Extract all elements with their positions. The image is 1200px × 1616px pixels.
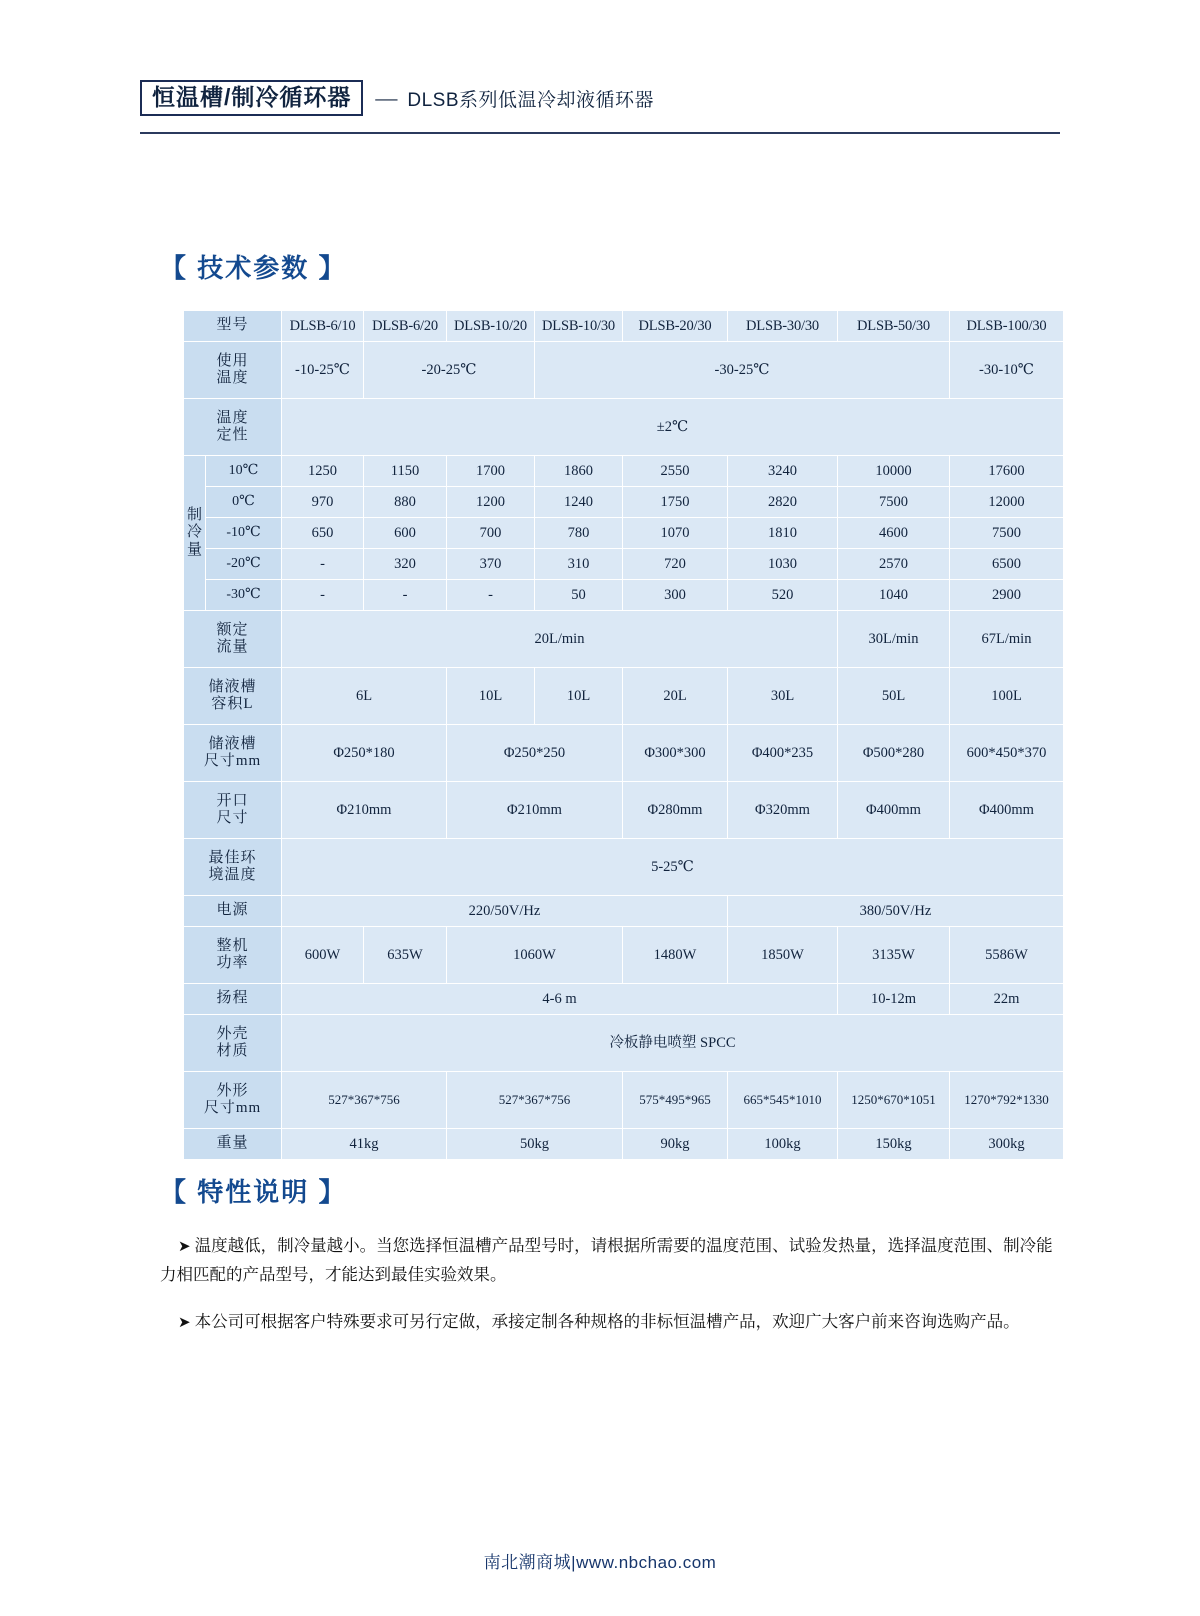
tank-volume-2: 10L — [535, 668, 623, 725]
row-label-stability-line1: 温度 — [216, 409, 249, 426]
arrow-icon: ➤ — [178, 1239, 191, 1255]
opening-0: Φ210mm — [282, 782, 447, 839]
head-2: 22m — [950, 984, 1064, 1015]
cooling-0-2: 1700 — [447, 456, 535, 487]
table-row-opening-size — [184, 782, 1064, 839]
tank-volume-1: 10L — [447, 668, 535, 725]
page-footer: 南北潮商城|www.nbchao.com — [483, 1553, 717, 1572]
cooling-4-7: 2900 — [950, 580, 1064, 611]
cooling-2-5: 1810 — [728, 518, 838, 549]
cooling-2-1: 600 — [364, 518, 447, 549]
table-row-flow — [184, 611, 1064, 668]
dimension-1: 527*367*756 — [447, 1072, 623, 1129]
model-cell-7: DLSB-100/30 — [950, 311, 1064, 342]
row-label-tank-size — [184, 725, 282, 782]
flow-1: 30L/min — [838, 611, 950, 668]
dimension-4: 1250*670*1051 — [838, 1072, 950, 1129]
row-label-ambient — [184, 839, 282, 896]
opening-3: Φ320mm — [728, 782, 838, 839]
row-label-machine-power — [184, 927, 282, 984]
opening-5: Φ400mm — [950, 782, 1064, 839]
row-label-use-temp-line2: 温度 — [216, 370, 249, 386]
row-label-ambient-line2: 境温度 — [208, 867, 257, 883]
cooling-3-5: 1030 — [728, 549, 838, 580]
weight-1: 50kg — [447, 1129, 623, 1160]
feature-item-2-text: 本公司可根据客户特殊要求可另行定做，承接定制各种规格的非标恒温槽产品，欢迎广大客户前来咨询选购产品。 — [194, 1311, 1020, 1331]
cooling-2-7: 7500 — [950, 518, 1064, 549]
ambient-value: 5-25℃ — [282, 839, 1064, 896]
row-label-flow-line2: 流量 — [216, 639, 249, 655]
dimension-0: 527*367*756 — [282, 1072, 447, 1129]
weight-0: 41kg — [282, 1129, 447, 1160]
feature-list — [160, 1232, 1065, 1355]
row-label-opening-size-line2: 尺寸 — [216, 810, 249, 826]
cooling-3-4: 720 — [623, 549, 728, 580]
cooling-4-5: 520 — [728, 580, 838, 611]
machine-power-4: 1850W — [728, 927, 838, 984]
row-label-model: 型号 — [184, 311, 282, 342]
tank-size-2: Φ300*300 — [623, 725, 728, 782]
machine-power-1: 635W — [364, 927, 447, 984]
cooling-0-7: 17600 — [950, 456, 1064, 487]
row-label-use-temp-line1: 使用 — [216, 352, 249, 369]
weight-5: 300kg — [950, 1129, 1064, 1160]
section-title-technical: 【 技术参数 】 — [160, 253, 347, 283]
table-row-cooling-10 — [184, 456, 1064, 487]
feature-item-1-text: 温度越低，制冷量越小。当您选择恒温槽产品型号时，请根据所需要的温度范围、试验发热量，选择温度范围、制冷能力相匹配的产品型号，才能达到最佳实验效果。 — [160, 1236, 1053, 1284]
table-row-stability — [184, 399, 1064, 456]
weight-4: 150kg — [838, 1129, 950, 1160]
tank-volume-3: 20L — [623, 668, 728, 725]
machine-power-5: 3135W — [838, 927, 950, 984]
power-supply-1: 380/50V/Hz — [728, 896, 1064, 927]
cooling-1-3: 1240 — [535, 487, 623, 518]
dimension-3: 665*545*1010 — [728, 1072, 838, 1129]
row-label-shell-line1: 外壳 — [216, 1025, 249, 1042]
row-label-tank-size-line2: 尺寸mm — [203, 753, 262, 769]
machine-power-2: 1060W — [447, 927, 623, 984]
tank-size-4: Φ500*280 — [838, 725, 950, 782]
tank-volume-0: 6L — [282, 668, 447, 725]
head-0: 4-6 m — [282, 984, 838, 1015]
cooling-temp-0: 10℃ — [206, 456, 282, 487]
cooling-0-4: 2550 — [623, 456, 728, 487]
opening-2: Φ280mm — [623, 782, 728, 839]
cooling-4-0: - — [282, 580, 364, 611]
table-row-head — [184, 984, 1064, 1015]
flow-0: 20L/min — [282, 611, 838, 668]
row-label-head: 扬程 — [184, 984, 282, 1015]
cooling-1-7: 12000 — [950, 487, 1064, 518]
shell-value: 冷板静电喷塑 SPCC — [282, 1015, 1064, 1072]
cooling-3-0: - — [282, 549, 364, 580]
table-row-cooling-m30 — [184, 580, 1064, 611]
machine-power-3: 1480W — [623, 927, 728, 984]
row-label-cooling-capacity — [184, 456, 206, 611]
cooling-4-2: - — [447, 580, 535, 611]
row-label-ambient-line1: 最佳环 — [208, 849, 257, 866]
cooling-2-3: 780 — [535, 518, 623, 549]
cooling-1-0: 970 — [282, 487, 364, 518]
table-row-cooling-0 — [184, 487, 1064, 518]
row-label-machine-power-line1: 整机 — [216, 937, 249, 954]
model-cell-5: DLSB-30/30 — [728, 311, 838, 342]
cooling-temp-3: -20℃ — [206, 549, 282, 580]
table-row-tank-size — [184, 725, 1064, 782]
cooling-3-1: 320 — [364, 549, 447, 580]
power-supply-0: 220/50V/Hz — [282, 896, 728, 927]
opening-1: Φ210mm — [447, 782, 623, 839]
cooling-4-4: 300 — [623, 580, 728, 611]
header-dash: — — [375, 85, 398, 111]
cooling-2-6: 4600 — [838, 518, 950, 549]
cooling-1-5: 2820 — [728, 487, 838, 518]
stability-value: ±2℃ — [282, 399, 1064, 456]
cooling-0-3: 1860 — [535, 456, 623, 487]
row-label-dimension-line1: 外形 — [216, 1082, 249, 1099]
row-label-opening-size — [184, 782, 282, 839]
cooling-3-6: 2570 — [838, 549, 950, 580]
model-cell-1: DLSB-6/20 — [364, 311, 447, 342]
table-row-power-supply — [184, 896, 1064, 927]
row-label-stability-line2: 定性 — [216, 427, 249, 443]
machine-power-0: 600W — [282, 927, 364, 984]
row-label-tank-volume — [184, 668, 282, 725]
row-label-tank-size-line1: 储液槽 — [208, 735, 257, 752]
tank-size-3: Φ400*235 — [728, 725, 838, 782]
cooling-3-3: 310 — [535, 549, 623, 580]
row-label-use-temp — [184, 342, 282, 399]
spec-table-container — [183, 310, 1063, 1160]
use-temp-2: -30-25℃ — [535, 342, 950, 399]
table-row-use-temp — [184, 342, 1064, 399]
row-label-tank-volume-line2: 容积L — [211, 696, 254, 712]
table-row-shell — [184, 1015, 1064, 1072]
feature-item-1 — [160, 1232, 1065, 1290]
row-label-power-supply: 电源 — [184, 896, 282, 927]
table-row-cooling-m20 — [184, 549, 1064, 580]
table-row-machine-power — [184, 927, 1064, 984]
machine-power-6: 5586W — [950, 927, 1064, 984]
table-row-tank-volume — [184, 668, 1064, 725]
cooling-3-2: 370 — [447, 549, 535, 580]
cooling-1-1: 880 — [364, 487, 447, 518]
cooling-0-5: 3240 — [728, 456, 838, 487]
cooling-char-1: 冷 — [186, 524, 202, 541]
tank-volume-4: 30L — [728, 668, 838, 725]
cooling-char-0: 制 — [186, 507, 202, 524]
row-label-stability — [184, 399, 282, 456]
table-row-cooling-m10 — [184, 518, 1064, 549]
cooling-temp-4: -30℃ — [206, 580, 282, 611]
row-label-dimension-line2: 尺寸mm — [203, 1100, 262, 1116]
table-row-model — [184, 311, 1064, 342]
table-row-weight — [184, 1129, 1064, 1160]
tank-volume-6: 100L — [950, 668, 1064, 725]
row-label-dimension — [184, 1072, 282, 1129]
model-cell-2: DLSB-10/20 — [447, 311, 535, 342]
cooling-3-7: 6500 — [950, 549, 1064, 580]
row-label-weight: 重量 — [184, 1129, 282, 1160]
cooling-0-1: 1150 — [364, 456, 447, 487]
table-row-ambient — [184, 839, 1064, 896]
row-label-tank-volume-line1: 储液槽 — [208, 678, 257, 695]
cooling-4-6: 1040 — [838, 580, 950, 611]
arrow-icon: ➤ — [178, 1314, 191, 1331]
row-label-flow — [184, 611, 282, 668]
row-label-machine-power-line2: 功率 — [216, 955, 249, 971]
model-cell-4: DLSB-20/30 — [623, 311, 728, 342]
cooling-4-1: - — [364, 580, 447, 611]
model-cell-0: DLSB-6/10 — [282, 311, 364, 342]
flow-2: 67L/min — [950, 611, 1064, 668]
row-label-flow-line1: 额定 — [216, 621, 249, 638]
use-temp-1: -20-25℃ — [364, 342, 535, 399]
cooling-2-4: 1070 — [623, 518, 728, 549]
tank-size-5: 600*450*370 — [950, 725, 1064, 782]
row-label-shell — [184, 1015, 282, 1072]
tank-size-0: Φ250*180 — [282, 725, 447, 782]
cooling-1-4: 1750 — [623, 487, 728, 518]
row-label-opening-size-line1: 开口 — [216, 792, 249, 809]
row-label-shell-line2: 材质 — [216, 1043, 249, 1059]
dimension-5: 1270*792*1330 — [950, 1072, 1064, 1129]
cooling-2-0: 650 — [282, 518, 364, 549]
model-cell-3: DLSB-10/30 — [535, 311, 623, 342]
header-title-box: 恒温槽/制冷循环器 — [140, 80, 363, 116]
header-subtitle: DLSB系列低温冷却液循环器 — [407, 89, 655, 111]
page-header — [140, 80, 1060, 134]
cooling-2-2: 700 — [447, 518, 535, 549]
table-row-dimension — [184, 1072, 1064, 1129]
cooling-1-2: 1200 — [447, 487, 535, 518]
cooling-char-2: 量 — [186, 541, 202, 558]
section-title-features: 【 特性说明 】 — [160, 1177, 347, 1207]
cooling-1-6: 7500 — [838, 487, 950, 518]
tank-volume-5: 50L — [838, 668, 950, 725]
weight-2: 90kg — [623, 1129, 728, 1160]
tank-size-1: Φ250*250 — [447, 725, 623, 782]
use-temp-0: -10-25℃ — [282, 342, 364, 399]
cooling-4-3: 50 — [535, 580, 623, 611]
opening-4: Φ400mm — [838, 782, 950, 839]
head-1: 10-12m — [838, 984, 950, 1015]
cooling-0-0: 1250 — [282, 456, 364, 487]
cooling-temp-1: 0℃ — [206, 487, 282, 518]
spec-table — [183, 310, 1064, 1160]
use-temp-3: -30-10℃ — [950, 342, 1064, 399]
cooling-temp-2: -10℃ — [206, 518, 282, 549]
model-cell-6: DLSB-50/30 — [838, 311, 950, 342]
feature-item-2 — [160, 1308, 1065, 1337]
dimension-2: 575*495*965 — [623, 1072, 728, 1129]
cooling-0-6: 10000 — [838, 456, 950, 487]
weight-3: 100kg — [728, 1129, 838, 1160]
